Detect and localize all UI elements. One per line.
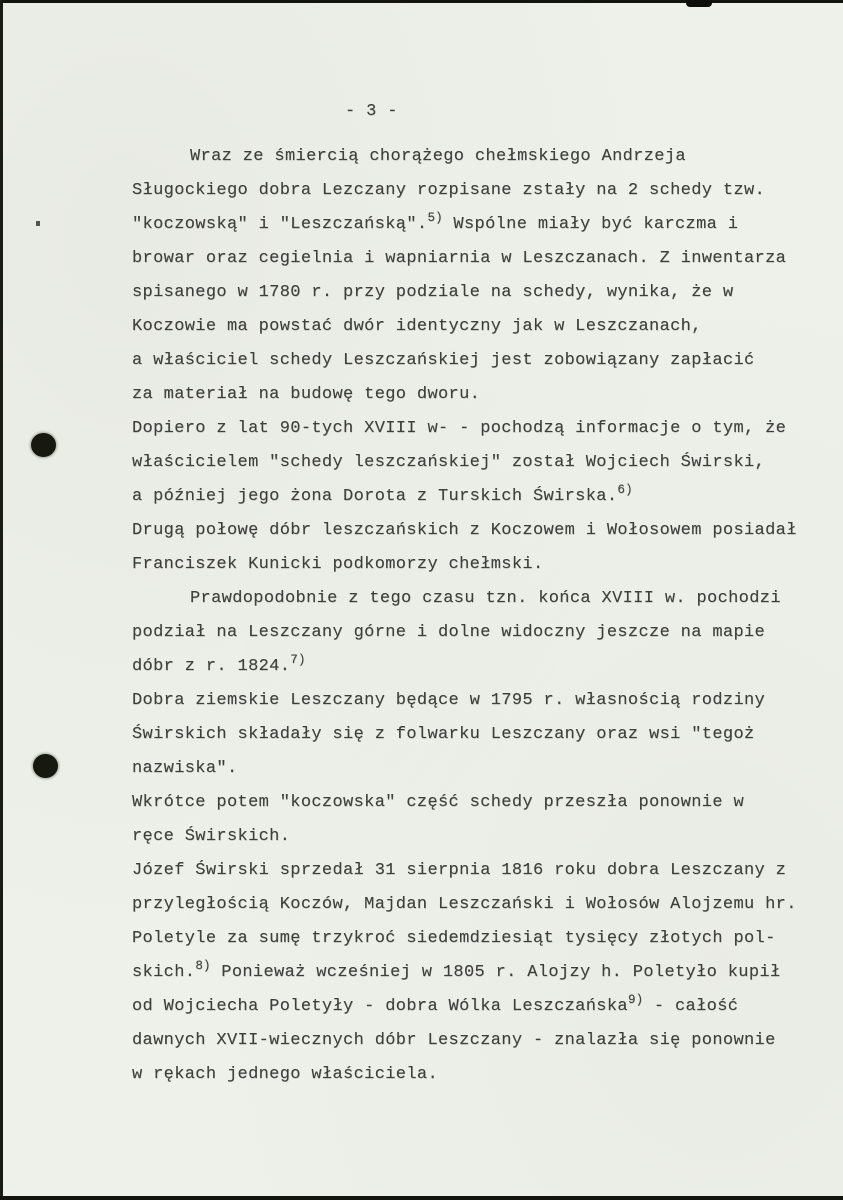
typed-text-body xyxy=(132,140,832,1092)
footnote-reference: 8) xyxy=(195,959,211,973)
text-line xyxy=(132,956,832,990)
footnote-reference: 7) xyxy=(290,653,306,667)
text-line xyxy=(132,344,832,378)
footnote-reference: 9) xyxy=(627,993,644,1007)
text-line xyxy=(132,786,832,820)
text-segment: Sługockiego dobra Lezczany rozpisane zstały na 2 schedy tzw. xyxy=(132,181,766,200)
text-segment: Józef Świrski sprzedał 31 sierpnia 1816 roku dobra Leszczany z xyxy=(132,861,787,880)
text-line xyxy=(132,276,832,310)
text-segment: Franciszek Kunicki podkomorzy chełmski. xyxy=(132,555,544,574)
text-segment: Ponieważ wcześniej w 1805 r. Alojzy h. Poletyło kupił xyxy=(210,963,781,982)
text-segment: Poletyle za sumę trzykroć siedemdziesiąt tysięcy złotych pol- xyxy=(132,929,776,948)
text-line xyxy=(132,888,832,922)
text-line xyxy=(132,378,832,412)
scan-edge-top xyxy=(0,0,843,3)
text-segment: od Wojciecha Poletyły - dobra Wólka Leszczańska xyxy=(132,997,628,1016)
text-segment: przyległością Koczów, Majdan Leszczański i Wołosów Alojzemu hr. xyxy=(132,895,797,914)
text-segment: spisanego w 1780 r. przy podziale na schedy, wynika, że w xyxy=(132,283,734,302)
text-line xyxy=(132,208,832,242)
text-segment: a później jego żona Dorota z Turskich Świrska. xyxy=(132,487,618,506)
text-segment: właścicielem "schedy leszczańskiej" został Wojciech Świrski, xyxy=(132,453,766,472)
text-segment: Wraz ze śmiercią chorążego chełmskiego Andrzeja xyxy=(190,147,686,166)
text-line xyxy=(132,174,832,208)
punch-hole-bottom xyxy=(33,754,58,778)
text-line xyxy=(132,990,832,1024)
text-line xyxy=(132,854,832,888)
text-segment: Świrskich składały się z folwarku Leszczany oraz wsi "tegoż xyxy=(132,725,755,744)
scan-edge-blemish xyxy=(686,0,712,7)
text-line xyxy=(132,922,832,956)
text-line xyxy=(132,616,832,650)
text-line xyxy=(132,650,832,684)
text-segment: Dopiero z lat 90-tych XVIII w- - pochodzą informacje o tym, że xyxy=(132,419,787,438)
text-line xyxy=(132,548,832,582)
text-segment: w rękach jednego właściciela. xyxy=(132,1065,438,1084)
text-segment: dawnych XVII-wiecznych dóbr Leszczany - znalazła się ponownie xyxy=(132,1031,776,1050)
punch-hole-top xyxy=(31,433,56,457)
text-line xyxy=(132,718,832,752)
text-segment: Wkrótce potem "koczowska" część schedy przeszła ponownie w xyxy=(132,793,744,812)
text-line xyxy=(132,582,832,616)
text-segment: a właściciel schedy Leszczańskiej jest zobowiązany zapłacić xyxy=(132,351,755,370)
text-segment: browar oraz cegielnia i wapniarnia w Leszczanach. Z inwentarza xyxy=(132,249,787,268)
text-line xyxy=(132,242,832,276)
ink-speck xyxy=(36,221,40,226)
text-segment: "koczowską" i "Leszczańską". xyxy=(132,215,428,234)
text-segment: za materiał na budowę tego dworu. xyxy=(132,385,481,404)
text-line xyxy=(132,446,832,480)
text-line xyxy=(132,684,832,718)
text-line xyxy=(132,140,832,174)
scan-edge-bottom xyxy=(0,1196,843,1200)
text-line xyxy=(132,480,832,514)
text-segment: dóbr z r. 1824. xyxy=(132,657,291,676)
page-number: - 3 - xyxy=(345,102,398,121)
text-segment: Koczowie ma powstać dwór identyczny jak w Leszczanach, xyxy=(132,317,702,336)
text-segment: ręce Świrskich. xyxy=(132,827,291,846)
scan-edge-left xyxy=(0,0,3,1200)
text-line xyxy=(132,820,832,854)
text-segment: - całość xyxy=(643,997,739,1016)
text-line xyxy=(132,412,832,446)
text-segment: Wspólne miały być karczma i xyxy=(442,215,739,234)
text-line xyxy=(132,1024,832,1058)
text-line xyxy=(132,514,832,548)
text-line xyxy=(132,310,832,344)
footnote-reference: 6) xyxy=(617,483,633,497)
text-segment: Prawdopodobnie z tego czasu tzn. końca XVIII w. pochodzi xyxy=(190,589,781,608)
text-line xyxy=(132,1058,832,1092)
text-segment: nazwiska". xyxy=(132,759,238,778)
text-segment: podział na Leszczany górne i dolne widoczny jeszcze na mapie xyxy=(132,623,766,642)
footnote-reference: 5) xyxy=(427,211,443,225)
text-segment: skich. xyxy=(132,963,196,982)
text-line xyxy=(132,752,832,786)
text-segment: Drugą połowę dóbr leszczańskich z Koczowem i Wołosowem posiadał xyxy=(132,521,797,540)
text-segment: Dobra ziemskie Leszczany będące w 1795 r. własnością rodziny xyxy=(132,691,766,710)
